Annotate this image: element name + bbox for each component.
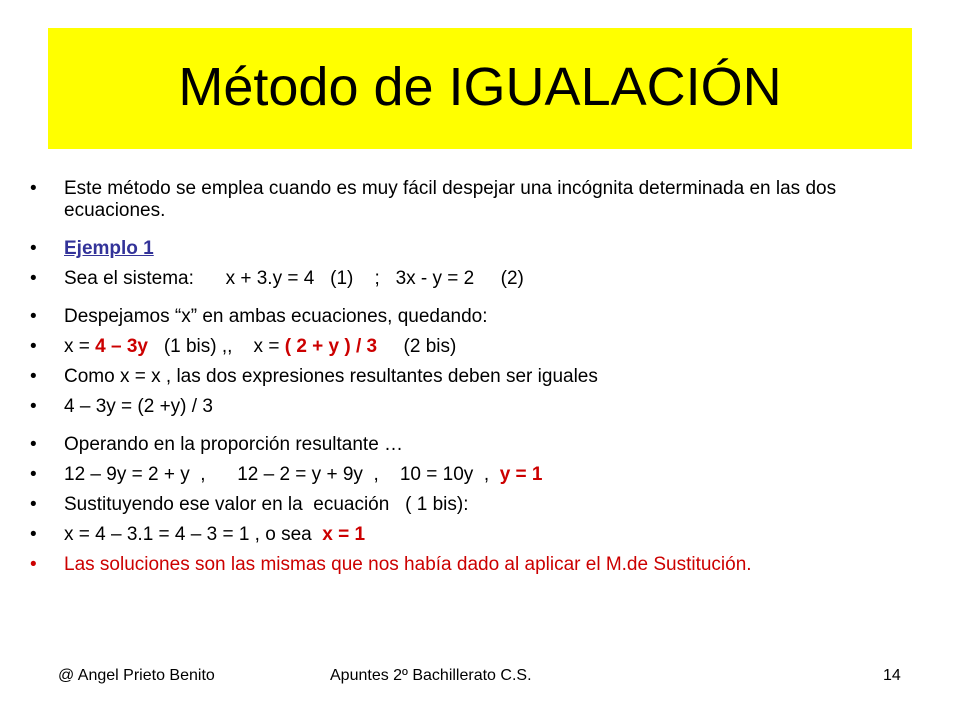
system-text: Sea el sistema: x + 3.y = 4 (1) ; 3x - y = 2 (2): [64, 268, 524, 289]
y-result: y = 1: [499, 464, 543, 485]
bullet-list: [30, 178, 920, 576]
bullet-equation: [30, 396, 920, 418]
title-banner: [48, 28, 912, 149]
x-result: x = 1: [322, 524, 366, 545]
equation-text: 4 – 3y = (2 +y) / 3: [64, 396, 213, 417]
bullet-x-calc: [30, 524, 920, 546]
slide-title: Método de IGUALACIÓN: [178, 57, 782, 117]
bullet-conclusion: [30, 554, 920, 576]
bullet-como: [30, 366, 920, 388]
footer-page-number: 14: [883, 667, 901, 684]
despejamos-text: Despejamos “x” en ambas ecuaciones, quedando:: [64, 306, 488, 327]
bullet-operando: [30, 434, 920, 456]
xbis-c: (1 bis) ,, x =: [147, 336, 285, 357]
sustituyendo-text: Sustituyendo ese valor en la ecuación ( 1 bis):: [64, 494, 469, 515]
example-link[interactable]: Ejemplo 1: [64, 238, 154, 259]
como-text: Como x = x , las dos expresiones resultantes deben ser iguales: [64, 366, 598, 387]
xbis-a: x =: [64, 336, 96, 357]
bullet-system: [30, 268, 920, 290]
bullet-intro: [30, 178, 920, 222]
bullet-example[interactable]: [30, 238, 920, 260]
footer-author: @ Angel Prieto Benito: [58, 667, 215, 684]
x-calc-text: x = 4 – 3.1 = 4 – 3 = 1 , o sea: [64, 524, 323, 545]
intro-text: Este método se emplea cuando es muy fácil despejar una incógnita determinada en las dos ecuaciones.: [64, 178, 837, 221]
operando-text: Operando en la proporción resultante …: [64, 434, 404, 455]
bullet-sustituyendo: [30, 494, 920, 516]
xbis-e: (2 bis): [377, 336, 457, 357]
xbis-expr-2: ( 2 + y ) / 3: [284, 336, 378, 357]
bullet-despejamos: [30, 306, 920, 328]
bullet-steps: [30, 464, 920, 486]
footer-course: Apuntes 2º Bachillerato C.S.: [330, 667, 532, 684]
bullet-xbis: [30, 336, 920, 358]
xbis-expr-1: 4 – 3y: [95, 336, 148, 357]
conclusion-text: Las soluciones son las mismas que nos había dado al aplicar el M.de Sustitución.: [64, 554, 752, 575]
steps-text: 12 – 9y = 2 + y , 12 – 2 = y + 9y , 10 = 10y ,: [64, 464, 500, 485]
